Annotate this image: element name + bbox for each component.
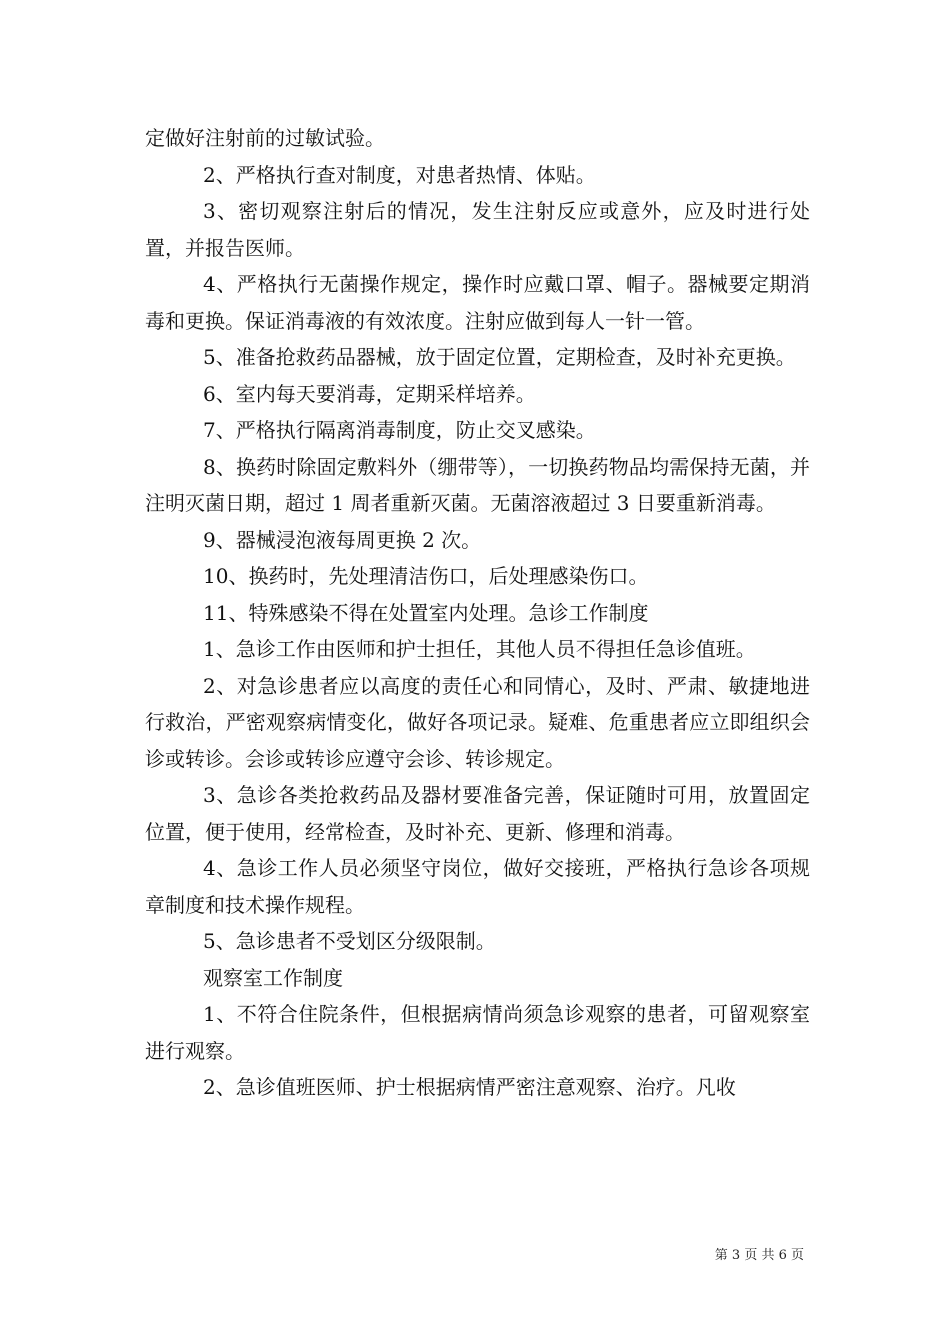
paragraph: 2、对急诊患者应以高度的责任心和同情心，及时、严肃、敏捷地进行救治，严密观察病情变化，做好各项记录。疑难、危重患者应立即组织会诊或转诊。会诊或转诊应遵守会诊、转诊规定。 xyxy=(145,673,810,771)
paragraph: 9、器械浸泡液每周更换 2 次。 xyxy=(203,527,482,552)
paragraph: 8、换药时除固定敷料外（绷带等），一切换药物品均需保持无菌，并注明灭菌日期，超过 1 周者重新灭菌。无菌溶液超过 3 日要重新消毒。 xyxy=(145,454,810,515)
paragraph: 11、特殊感染不得在处置室内处理。急诊工作制度 xyxy=(203,600,649,625)
paragraph: 10、换药时，先处理清洁伤口，后处理感染伤口。 xyxy=(203,564,649,588)
paragraph: 4、严格执行无菌操作规定，操作时应戴口罩、帽子。器械要定期消毒和更换。保证消毒液的有效浓度。注射应做到每人一针一管。 xyxy=(145,272,810,333)
paragraph: 3、密切观察注射后的情况，发生注射反应或意外，应及时进行处置，并报告医师。 xyxy=(145,199,810,260)
paragraph: 7、严格执行隔离消毒制度，防止交叉感染。 xyxy=(203,418,596,442)
document-body xyxy=(145,120,810,1106)
paragraph: 5、准备抢救药品器械，放于固定位置，定期检查，及时补充更换。 xyxy=(203,345,796,369)
paragraph: 4、急诊工作人员必须坚守岗位，做好交接班，严格执行急诊各项规章制度和技术操作规程。 xyxy=(145,856,810,917)
section-heading: 观察室工作制度 xyxy=(203,965,343,990)
paragraph: 2、严格执行查对制度，对患者热情、体贴。 xyxy=(203,162,596,187)
paragraph: 定做好注射前的过敏试验。 xyxy=(145,126,385,150)
page-number-footer: 第 3 页 共 6 页 xyxy=(714,1248,804,1263)
paragraph: 1、不符合住院条件，但根据病情尚须急诊观察的患者，可留观察室进行观察。 xyxy=(145,1002,810,1063)
paragraph: 6、室内每天要消毒，定期采样培养。 xyxy=(203,381,536,406)
paragraph: 1、急诊工作由医师和护士担任，其他人员不得担任急诊值班。 xyxy=(203,637,756,661)
paragraph: 2、急诊值班医师、护士根据病情严密注意观察、治疗。凡收 xyxy=(203,1075,736,1099)
paragraph: 5、急诊患者不受划区分级限制。 xyxy=(203,929,496,953)
paragraph: 3、急诊各类抢救药品及器材要准备完善，保证随时可用，放置固定位置，便于使用，经常检查，及时补充、更新、修理和消毒。 xyxy=(145,783,810,844)
